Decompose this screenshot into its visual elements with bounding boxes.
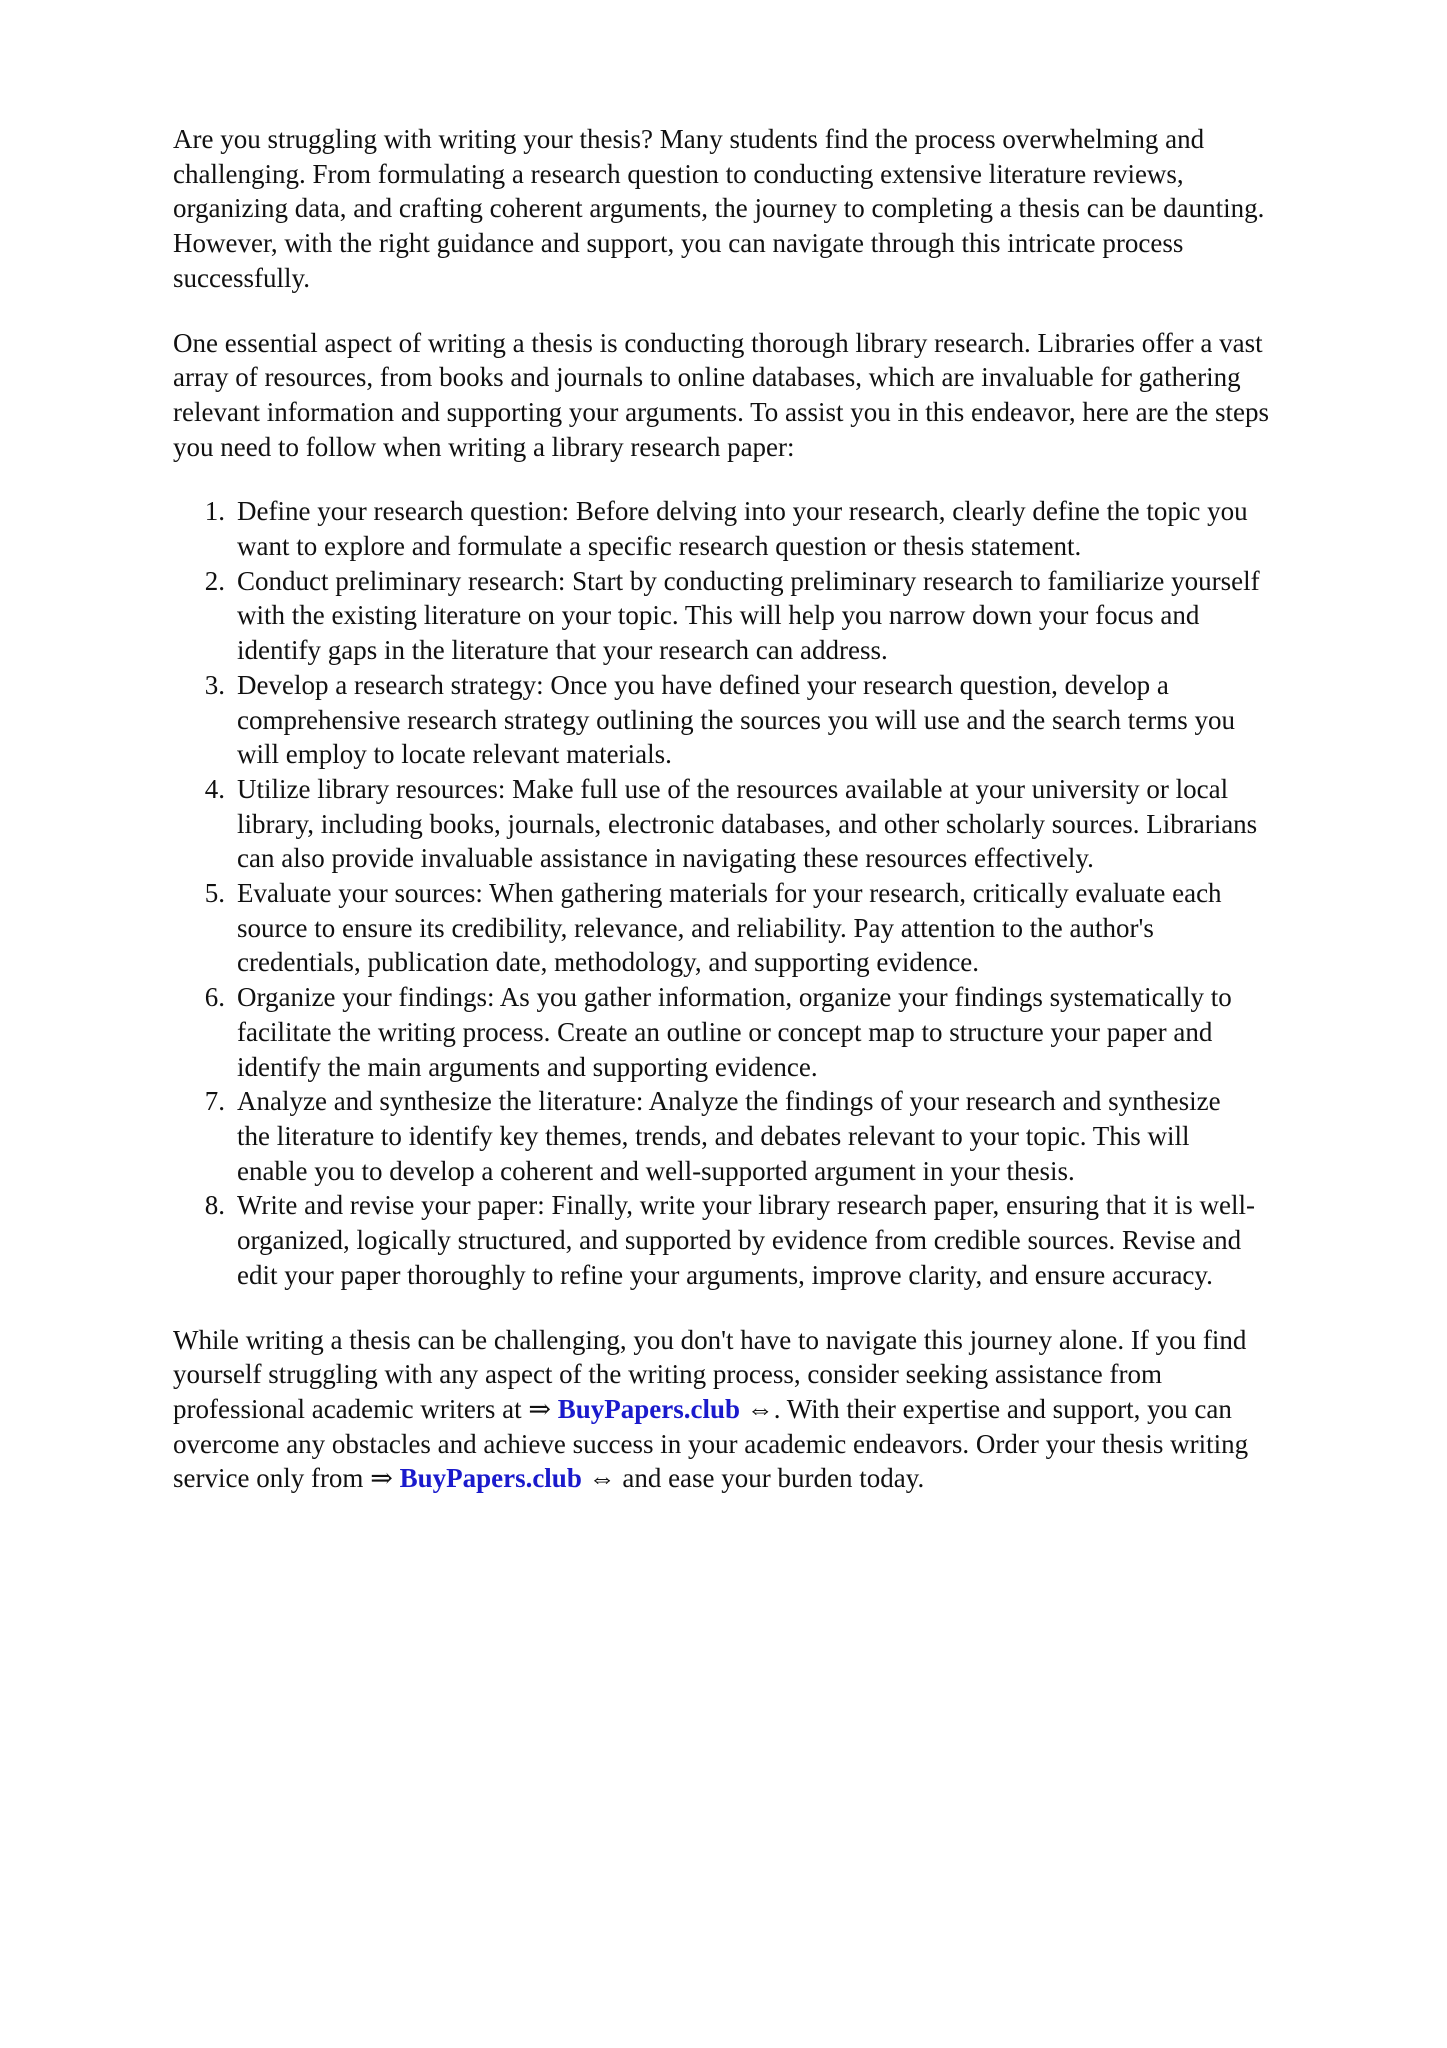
- library-research-paragraph: [173, 326, 1393, 465]
- step-item-7: [173, 1084, 1393, 1188]
- step-item-5: [173, 876, 1393, 980]
- right-double-arrow-icon: ⇒: [528, 1393, 551, 1424]
- text-line: Write and revise your paper: Finally, write your library research paper, ensuring that it is well-: [237, 1190, 1255, 1221]
- text-segment: professional academic writers at: [173, 1393, 529, 1424]
- step-item-2: [173, 564, 1393, 668]
- text-line: One essential aspect of writing a thesis is conducting thorough library research. Libraries offer a vast: [173, 327, 1263, 358]
- text-line: organizing data, and crafting coherent arguments, the journey to completing a thesis can be daunting.: [173, 193, 1265, 224]
- text-line: relevant information and supporting your arguments. To assist you in this endeavor, here are the steps: [173, 396, 1270, 427]
- intro-paragraph: [173, 122, 1393, 296]
- text-line: library, including books, journals, electronic databases, and other scholarly sources. Librarians: [237, 808, 1258, 839]
- text-line: Analyze and synthesize the literature: Analyze the findings of your research and synthesize: [237, 1086, 1221, 1117]
- text-line: the literature to identify key themes, trends, and debates relevant to your topic. This will: [237, 1120, 1190, 1151]
- text-line: comprehensive research strategy outlining the sources you will use and the search terms you: [237, 704, 1235, 735]
- text-line: However, with the right guidance and support, you can navigate through this intricate process: [173, 228, 1184, 259]
- step-number: 3.: [204, 669, 225, 700]
- text-line: source to ensure its credibility, relevance, and reliability. Pay attention to the author's: [237, 912, 1154, 943]
- closing-paragraph: [173, 1323, 1393, 1497]
- text-line: Conduct preliminary research: Start by conducting preliminary research to familiarize yourself: [237, 565, 1260, 596]
- text-line: array of resources, from books and journals to online databases, which are invaluable for gathering: [173, 362, 1241, 393]
- buypapers-link[interactable]: BuyPapers.club: [557, 1393, 741, 1424]
- step-item-1: [173, 494, 1393, 563]
- step-number: 7.: [204, 1086, 225, 1117]
- text-line: Are you struggling with writing your thesis? Many students find the process overwhelming and: [173, 124, 1205, 154]
- text-segment: . With their expertise and support, you can: [773, 1393, 1232, 1424]
- step-item-6: [173, 980, 1393, 1084]
- left-right-double-arrow-icon: ⇔: [588, 1463, 616, 1494]
- right-double-arrow-icon: ⇒: [370, 1463, 393, 1494]
- step-number: 8.: [204, 1190, 225, 1221]
- step-number: 6.: [204, 982, 225, 1013]
- text-line: will employ to locate relevant materials.: [237, 739, 672, 770]
- text-line: Utilize library resources: Make full use of the resources available at your university or local: [237, 773, 1229, 804]
- text-line: yourself struggling with any aspect of the writing process, consider seeking assistance from: [173, 1359, 1163, 1390]
- text-line: Define your research question: Before delving into your research, clearly define the topic you: [237, 496, 1248, 527]
- step-item-4: [173, 772, 1393, 876]
- text-segment: and ease your burden today.: [615, 1463, 925, 1494]
- steps-list: [173, 494, 1393, 1292]
- text-line: can also provide invaluable assistance in navigating these resources effectively.: [237, 843, 1094, 874]
- text-line: challenging. From formulating a research question to conducting extensive literature reviews,: [173, 158, 1184, 189]
- text-line: facilitate the writing process. Create an outline or concept map to structure your paper and: [237, 1016, 1213, 1047]
- text-segment: service only from: [173, 1463, 371, 1494]
- text-line: [173, 1392, 1393, 1427]
- step-number: 5.: [204, 878, 225, 909]
- text-line: successfully.: [173, 262, 310, 293]
- text-line: enable you to develop a coherent and well-supported argument in your thesis.: [237, 1155, 1075, 1186]
- text-line: overcome any obstacles and achieve success in your academic endeavors. Order your thesis writing: [173, 1428, 1249, 1459]
- text-line: identify the main arguments and supporting evidence.: [237, 1051, 818, 1082]
- text-line: [173, 1461, 1393, 1496]
- step-item-8: [173, 1188, 1393, 1292]
- left-right-double-arrow-icon: ⇔: [746, 1393, 774, 1424]
- step-item-3: [173, 668, 1393, 772]
- text-line: Organize your findings: As you gather information, organize your findings systematically to: [237, 982, 1232, 1013]
- text-line: edit your paper thoroughly to refine your arguments, improve clarity, and ensure accuracy.: [237, 1259, 1213, 1290]
- text-line: identify gaps in the literature that your research can address.: [237, 635, 888, 666]
- text-line: While writing a thesis can be challenging, you don't have to navigate this journey alone. If you find: [173, 1324, 1247, 1355]
- document-page: [173, 122, 1393, 1526]
- text-line: you need to follow when writing a library research paper:: [173, 431, 795, 462]
- text-line: Develop a research strategy: Once you have defined your research question, develop a: [237, 669, 1169, 700]
- step-number: 2.: [204, 565, 225, 596]
- text-line: Evaluate your sources: When gathering materials for your research, critically evaluate each: [237, 878, 1222, 909]
- text-line: credentials, publication date, methodology, and supporting evidence.: [237, 947, 980, 978]
- text-line: organized, logically structured, and supported by evidence from credible sources. Revise and: [237, 1225, 1242, 1256]
- step-number: 1.: [204, 496, 225, 527]
- step-number: 4.: [204, 773, 225, 804]
- buypapers-link[interactable]: BuyPapers.club: [399, 1463, 582, 1494]
- text-line: want to explore and formulate a specific research question or thesis statement.: [237, 531, 1082, 562]
- text-line: with the existing literature on your topic. This will help you narrow down your focus and: [237, 600, 1200, 631]
